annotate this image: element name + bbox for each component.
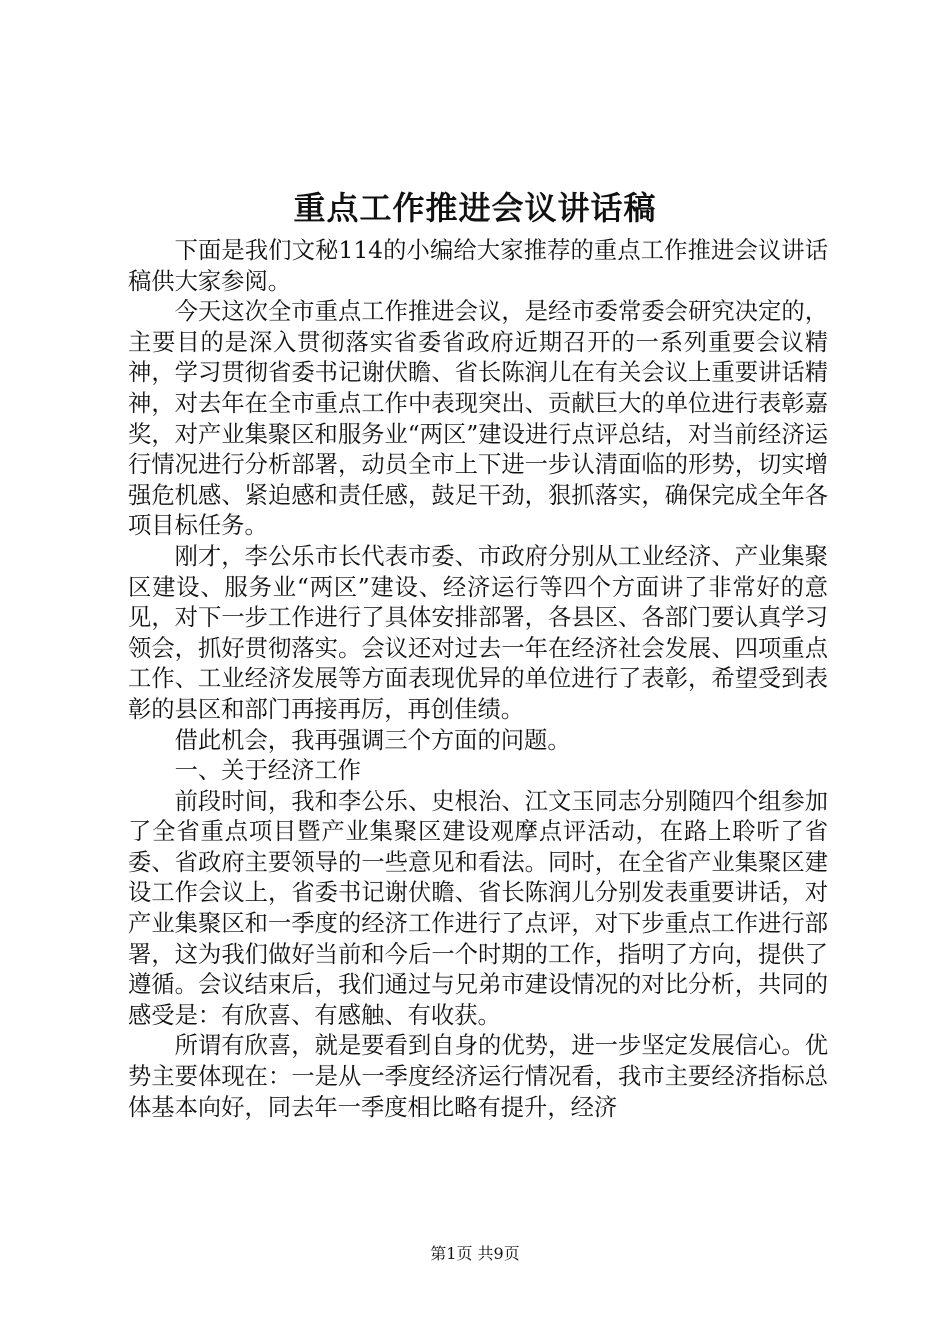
- paragraph-meeting-purpose: 今天这次全市重点工作推进会议，是经市委常委会研究决定的，主要目的是深入贯彻落实省委省政府近期召开的一系列重要会议精神，学习贯彻省委书记谢伏瞻、省长陈润儿在有关会议上重要讲话精神，对去年在全市重点工作中表现突出、贡献巨大的单位进行表彰嘉奖，对产业集聚区和服务业“两区”建设进行点评总结，对当前经济运行情况进行分析部署，动员全市上下进一步认清面临的形势，切实增强危机感、紧迫感和责任感，鼓足干劲，狠抓落实，确保完成全年各项目标任务。: [128, 298, 828, 540]
- page-footer: 第1页 共9页: [430, 1244, 520, 1263]
- paragraph-observation: 前段时间，我和李公乐、史根治、江文玉同志分别随四个组参加了全省重点项目暨产业集聚区建设观摩点评活动，在路上聆听了省委、省政府主要领导的一些意见和看法。同时，在全省产业集聚区建设工作会议上，省委书记谢伏瞻、省长陈润儿分别发表重要讲话，对产业集聚区和一季度的经济工作进行了点评，对下步重点工作进行部署，这为我们做好当前和今后一个时期的工作，指明了方向，提供了遵循。会议结束后，我们通过与兄弟市建设情况的对比分析，共同的感受是：有欣喜、有感触、有收获。: [128, 787, 828, 1029]
- paragraph-intro: 下面是我们文秘114的小编给大家推荐的重点工作推进会议讲话稿供大家参阅。: [128, 237, 828, 295]
- paragraph-mayor-remarks: 刚才，李公乐市长代表市委、市政府分别从工业经济、产业集聚区建设、服务业“两区”建设、经济运行等四个方面讲了非常好的意见，对下一步工作进行了具体安排部署，各县区、各部门要认真学习领会，抓好贯彻落实。会议还对过去一年在经济社会发展、四项重点工作、工业经济发展等方面表现优异的单位进行了表彰，希望受到表彰的县区和部门再接再厉，再创佳绩。: [128, 542, 828, 723]
- document-title: 重点工作推进会议讲话稿: [293, 189, 657, 227]
- paragraph-advantages: 所谓有欣喜，就是要看到自身的优势，进一步坚定发展信心。优势主要体现在：一是从一季度经济运行情况看，我市主要经济指标总体基本向好，同去年一季度相比略有提升，经济: [128, 1032, 828, 1121]
- paragraph-three-issues: 借此机会，我再强调三个方面的问题。: [174, 726, 571, 754]
- document-body: [128, 236, 828, 1123]
- section-heading-economy: 一、关于经济工作: [174, 757, 361, 785]
